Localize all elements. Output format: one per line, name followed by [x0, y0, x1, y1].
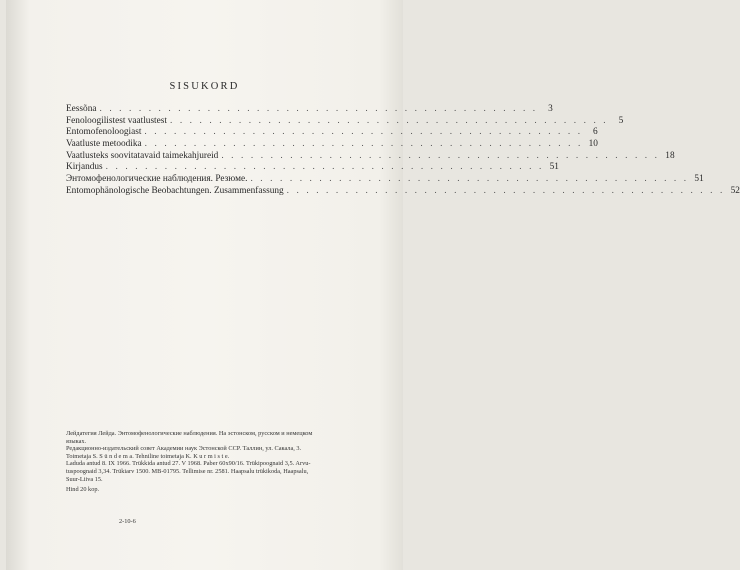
toc-entry-label: Vaatluste metoodika — [66, 139, 142, 150]
toc-entry-label: Entomofenoloogiast — [66, 127, 142, 138]
toc-leader-dots: . . . . . . . . . . . . . . . . . . . . . . . . . . . . . . . . . . . . . . . . . . . . . — [144, 127, 583, 138]
imprint-block — [66, 430, 386, 494]
imprint-line: Лейдатегия Лейда. Энтомофенологические наблюдения. На эстонском, русском и немецком — [66, 430, 313, 437]
toc-leader-dots: . . . . . . . . . . . . . . . . . . . . . . . . . . . . . . . . . . . . . . . . . . . . . — [144, 139, 583, 150]
toc-entry-page: 52 — [730, 185, 740, 196]
toc-entry-label: Энтомофенологические наблюдения. Резюме. — [66, 174, 248, 185]
toc-entry — [66, 162, 559, 174]
toc-entry — [66, 127, 598, 139]
toc-entry-page: 6 — [593, 127, 598, 138]
toc-entry-page: 5 — [618, 115, 624, 126]
imprint-line: Toimetaja S. S ü n d e m a. Tehniline toimetaja K. K u r m i s t e. — [66, 452, 230, 460]
toc-leader-dots: . . . . . . . . . . . . . . . . . . . . . . . . . . . . . . . . . . . . . . . . . . . . . — [169, 115, 609, 126]
toc-entry-page: 51 — [694, 174, 704, 185]
toc-leader-dots: . . . . . . . . . . . . . . . . . . . . . . . . . . . . . . . . . . . . . . . . . . . . . — [99, 104, 538, 114]
toc-entry — [66, 115, 624, 128]
toc-entry-page: 10 — [588, 139, 598, 150]
table-of-contents — [66, 104, 740, 198]
imprint-price: Hind 20 kop. — [66, 486, 100, 494]
toc-entry-page: 18 — [665, 150, 675, 161]
toc-leader-dots: . . . . . . . . . . . . . . . . . . . . . . . . . . . . . . . . . . . . . . . . . . . . . — [221, 150, 660, 161]
toc-entry-label: Fenoloogilistest vaatlustest — [66, 115, 167, 126]
print-order-code: 2-10-6 — [119, 518, 136, 525]
toc-entry — [66, 174, 704, 186]
toc-entry-label: Entomophänologische Beobachtungen. Zusammenfassung — [66, 185, 284, 196]
toc-entry — [66, 104, 553, 116]
imprint-line: Laduda antud 8. IX 1966. Trükkida antud 27. V 1968. Paber 60x90/16. Trükipoognaid 3,5. Arvu- — [66, 460, 311, 468]
toc-leader-dots: . . . . . . . . . . . . . . . . . . . . . . . . . . . . . . . . . . . . . . . . . . . . . — [250, 174, 689, 185]
toc-entry-label: Kirjandus — [66, 162, 103, 173]
document-page — [6, 0, 740, 570]
toc-entry-page: 51 — [549, 162, 559, 173]
toc-entry-page: 3 — [548, 104, 553, 114]
toc-entry-label: Eessõna — [66, 104, 97, 114]
imprint-line: языках. — [66, 437, 87, 445]
imprint-line: Редакционно-издательский совет Академии наук Эстонской ССР. Таллин, ул. Сакала, 3. — [66, 445, 302, 453]
toc-entry-label: Vaatlusteks soovitatavaid taimekahjureid — [66, 150, 219, 161]
toc-entry — [66, 150, 675, 163]
toc-entry — [66, 185, 740, 198]
toc-leader-dots: . . . . . . . . . . . . . . . . . . . . . . . . . . . . . . . . . . . . . . . . . . . . . — [286, 185, 725, 196]
toc-leader-dots: . . . . . . . . . . . . . . . . . . . . . . . . . . . . . . . . . . . . . . . . . . . . . — [105, 162, 544, 173]
contents-title: SISUKORD — [169, 81, 240, 92]
toc-entry — [66, 139, 598, 151]
imprint-line: Suur-Liiva 15. — [66, 475, 103, 483]
imprint-line: tuspoognaid 3,34. Trükiarv 1500. MB-01795. Tellimise nr. 2581. Haapsalu trükikoda, Haapsalu, — [66, 467, 309, 475]
